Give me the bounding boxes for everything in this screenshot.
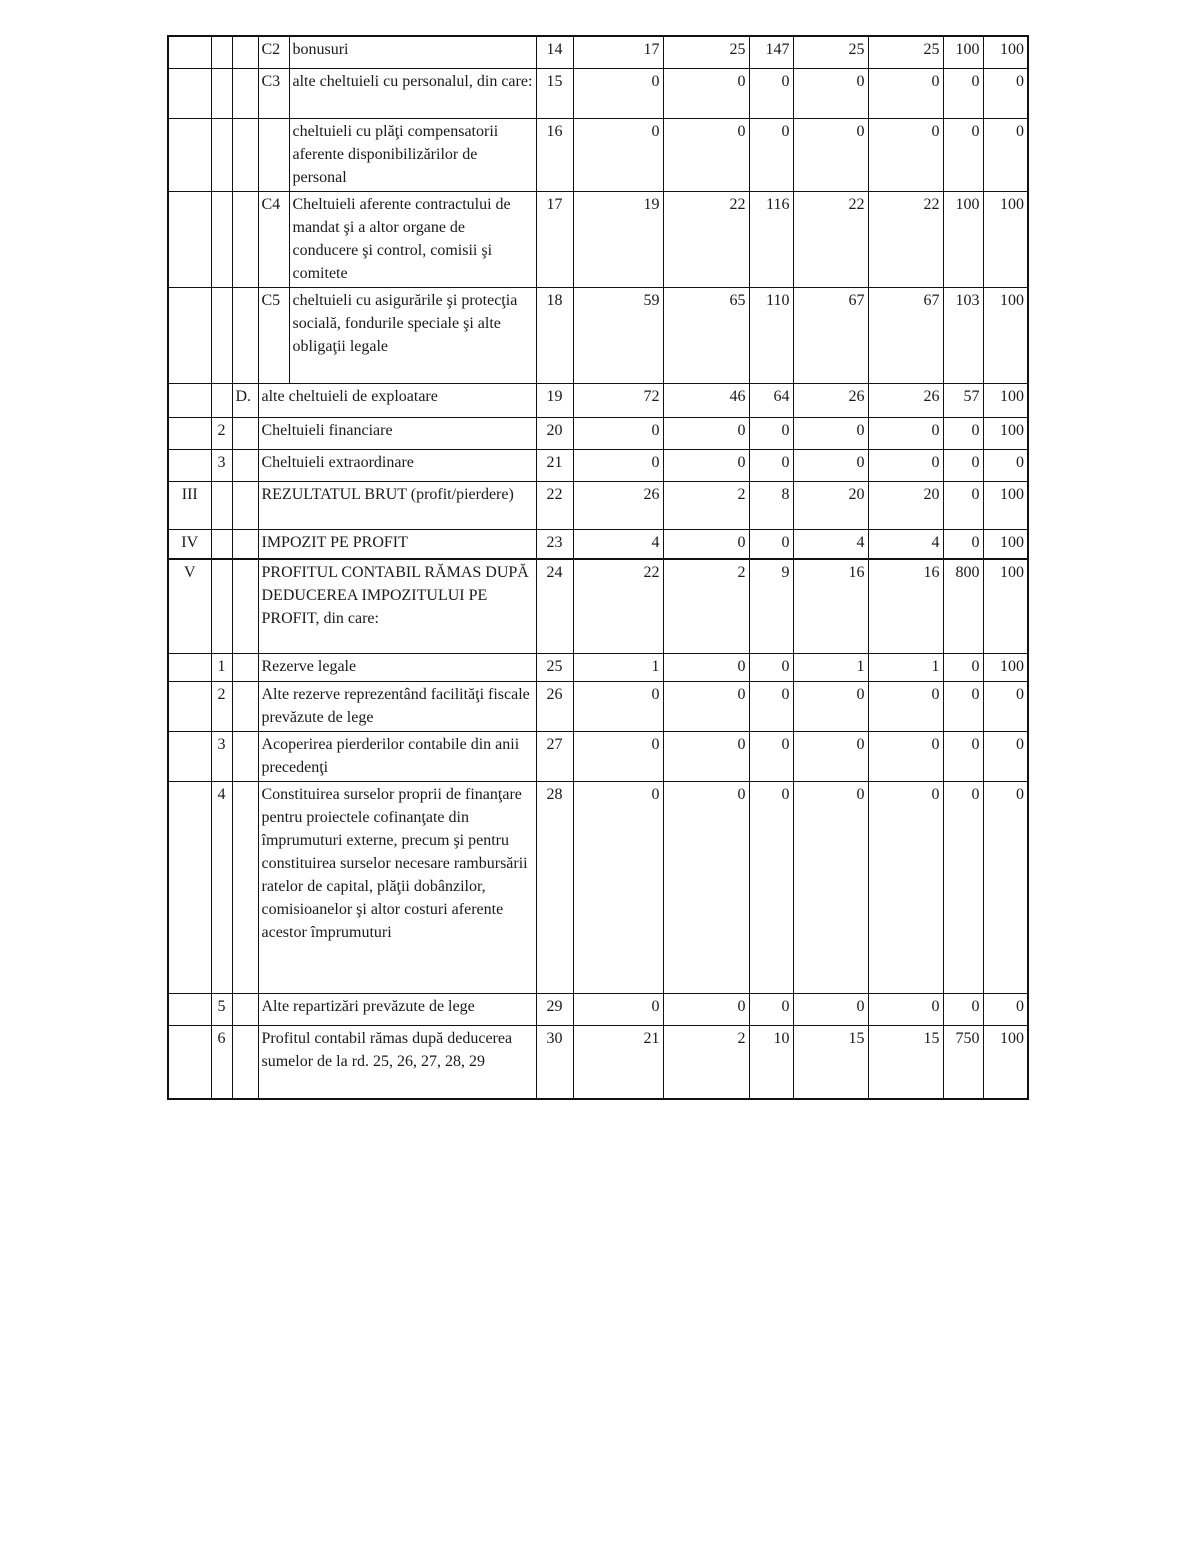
roman-numeral-cell <box>168 781 211 993</box>
section-number-cell: 3 <box>211 731 232 781</box>
roman-numeral-cell: III <box>168 481 211 529</box>
value-cell: 0 <box>943 68 983 118</box>
subsection-letter-cell <box>232 559 258 653</box>
value-cell: 0 <box>573 449 663 481</box>
description-cell: cheltuieli cu plăţi compensatorii aferente disponibilizărilor de personal <box>289 118 536 191</box>
roman-numeral-cell <box>168 417 211 449</box>
value-cell: 0 <box>793 681 868 731</box>
section-number-cell <box>211 287 232 383</box>
section-number-cell: 4 <box>211 781 232 993</box>
value-cell: 0 <box>943 449 983 481</box>
value-cell: 26 <box>793 383 868 417</box>
value-cell: 0 <box>749 417 793 449</box>
value-cell: 0 <box>573 68 663 118</box>
value-cell: 116 <box>749 191 793 287</box>
description-cell: Acoperirea pierderilor contabile din anii precedenţi <box>258 731 536 781</box>
subsection-letter-cell <box>232 1025 258 1099</box>
roman-numeral-cell <box>168 118 211 191</box>
roman-numeral-cell <box>168 287 211 383</box>
row-number-cell: 26 <box>536 681 573 731</box>
table-row <box>168 653 1028 681</box>
row-number-cell: 29 <box>536 993 573 1025</box>
value-cell: 4 <box>793 529 868 559</box>
value-cell: 65 <box>663 287 749 383</box>
value-cell: 0 <box>983 118 1028 191</box>
section-number-cell: 6 <box>211 1025 232 1099</box>
value-cell: 0 <box>663 529 749 559</box>
value-cell: 0 <box>663 449 749 481</box>
item-code-cell: C5 <box>258 287 289 383</box>
description-cell: Rezerve legale <box>258 653 536 681</box>
table-body <box>168 36 1028 1099</box>
row-number-cell: 24 <box>536 559 573 653</box>
table-row <box>168 36 1028 68</box>
subsection-letter-cell <box>232 118 258 191</box>
value-cell: 0 <box>943 781 983 993</box>
section-number-cell <box>211 529 232 559</box>
value-cell: 59 <box>573 287 663 383</box>
item-code-cell: C2 <box>258 36 289 68</box>
section-number-cell: 5 <box>211 993 232 1025</box>
subsection-letter-cell <box>232 529 258 559</box>
value-cell: 100 <box>983 287 1028 383</box>
value-cell: 1 <box>573 653 663 681</box>
value-cell: 25 <box>793 36 868 68</box>
description-cell: REZULTATUL BRUT (profit/pierdere) <box>258 481 536 529</box>
value-cell: 2 <box>663 1025 749 1099</box>
value-cell: 100 <box>943 191 983 287</box>
description-cell: Cheltuieli extraordinare <box>258 449 536 481</box>
subsection-letter-cell <box>232 681 258 731</box>
roman-numeral-cell: V <box>168 559 211 653</box>
value-cell: 0 <box>663 68 749 118</box>
row-number-cell: 28 <box>536 781 573 993</box>
table-row <box>168 287 1028 383</box>
value-cell: 10 <box>749 1025 793 1099</box>
value-cell: 0 <box>943 731 983 781</box>
value-cell: 0 <box>749 993 793 1025</box>
description-cell: alte cheltuieli cu personalul, din care: <box>289 68 536 118</box>
item-code-cell: C4 <box>258 191 289 287</box>
roman-numeral-cell <box>168 191 211 287</box>
value-cell: 100 <box>983 191 1028 287</box>
row-number-cell: 15 <box>536 68 573 118</box>
table-row <box>168 191 1028 287</box>
value-cell: 0 <box>868 417 943 449</box>
value-cell: 0 <box>749 653 793 681</box>
value-cell: 0 <box>749 781 793 993</box>
value-cell: 9 <box>749 559 793 653</box>
value-cell: 800 <box>943 559 983 653</box>
section-number-cell <box>211 559 232 653</box>
value-cell: 100 <box>983 417 1028 449</box>
subsection-letter-cell <box>232 449 258 481</box>
value-cell: 0 <box>663 781 749 993</box>
value-cell: 4 <box>573 529 663 559</box>
value-cell: 100 <box>983 1025 1028 1099</box>
value-cell: 0 <box>793 449 868 481</box>
section-number-cell: 2 <box>211 681 232 731</box>
value-cell: 0 <box>983 68 1028 118</box>
value-cell: 2 <box>663 559 749 653</box>
section-number-cell: 3 <box>211 449 232 481</box>
section-number-cell <box>211 481 232 529</box>
value-cell: 0 <box>749 118 793 191</box>
roman-numeral-cell <box>168 653 211 681</box>
value-cell: 0 <box>749 731 793 781</box>
row-number-cell: 18 <box>536 287 573 383</box>
value-cell: 0 <box>943 653 983 681</box>
value-cell: 100 <box>983 481 1028 529</box>
value-cell: 22 <box>573 559 663 653</box>
description-cell: PROFITUL CONTABIL RĂMAS DUPĂ DEDUCEREA IMPOZITULUI PE PROFIT, din care: <box>258 559 536 653</box>
value-cell: 72 <box>573 383 663 417</box>
value-cell: 20 <box>793 481 868 529</box>
table-row <box>168 417 1028 449</box>
description-cell: Alte rezerve reprezentând facilităţi fiscale prevăzute de lege <box>258 681 536 731</box>
value-cell: 0 <box>868 781 943 993</box>
value-cell: 0 <box>663 653 749 681</box>
table-row <box>168 481 1028 529</box>
value-cell: 0 <box>943 417 983 449</box>
row-number-cell: 30 <box>536 1025 573 1099</box>
table-row <box>168 529 1028 559</box>
value-cell: 0 <box>793 731 868 781</box>
subsection-letter-cell <box>232 731 258 781</box>
value-cell: 100 <box>983 653 1028 681</box>
value-cell: 0 <box>983 993 1028 1025</box>
value-cell: 26 <box>573 481 663 529</box>
subsection-letter-cell <box>232 653 258 681</box>
value-cell: 67 <box>793 287 868 383</box>
table-row <box>168 449 1028 481</box>
value-cell: 64 <box>749 383 793 417</box>
description-cell: bonusuri <box>289 36 536 68</box>
value-cell: 46 <box>663 383 749 417</box>
value-cell: 0 <box>943 118 983 191</box>
value-cell: 0 <box>868 993 943 1025</box>
description-cell: cheltuieli cu asigurările şi protecţia socială, fondurile speciale şi alte obligaţii legale <box>289 287 536 383</box>
section-number-cell <box>211 36 232 68</box>
value-cell: 0 <box>793 417 868 449</box>
section-number-cell: 1 <box>211 653 232 681</box>
value-cell: 0 <box>943 529 983 559</box>
value-cell: 147 <box>749 36 793 68</box>
description-cell: Alte repartizări prevăzute de lege <box>258 993 536 1025</box>
table-row <box>168 781 1028 993</box>
value-cell: 0 <box>943 481 983 529</box>
description-cell: IMPOZIT PE PROFIT <box>258 529 536 559</box>
subsection-letter-cell <box>232 36 258 68</box>
value-cell: 0 <box>749 68 793 118</box>
section-number-cell <box>211 68 232 118</box>
value-cell: 19 <box>573 191 663 287</box>
value-cell: 16 <box>868 559 943 653</box>
description-cell: Profitul contabil rămas după deducerea sumelor de la rd. 25, 26, 27, 28, 29 <box>258 1025 536 1099</box>
value-cell: 2 <box>663 481 749 529</box>
value-cell: 100 <box>943 36 983 68</box>
value-cell: 0 <box>983 731 1028 781</box>
row-number-cell: 27 <box>536 731 573 781</box>
value-cell: 15 <box>868 1025 943 1099</box>
row-number-cell: 14 <box>536 36 573 68</box>
value-cell: 25 <box>868 36 943 68</box>
value-cell: 22 <box>793 191 868 287</box>
row-number-cell: 23 <box>536 529 573 559</box>
value-cell: 0 <box>749 681 793 731</box>
value-cell: 22 <box>663 191 749 287</box>
value-cell: 20 <box>868 481 943 529</box>
value-cell: 0 <box>573 681 663 731</box>
financial-table <box>167 35 1029 1100</box>
value-cell: 8 <box>749 481 793 529</box>
roman-numeral-cell <box>168 36 211 68</box>
value-cell: 0 <box>943 993 983 1025</box>
section-number-cell: 2 <box>211 417 232 449</box>
row-number-cell: 17 <box>536 191 573 287</box>
table-row <box>168 118 1028 191</box>
value-cell: 0 <box>868 118 943 191</box>
value-cell: 0 <box>868 68 943 118</box>
value-cell: 100 <box>983 36 1028 68</box>
value-cell: 15 <box>793 1025 868 1099</box>
table-row <box>168 731 1028 781</box>
row-number-cell: 16 <box>536 118 573 191</box>
value-cell: 22 <box>868 191 943 287</box>
value-cell: 0 <box>749 529 793 559</box>
table-row <box>168 559 1028 653</box>
roman-numeral-cell <box>168 993 211 1025</box>
subsection-letter-cell <box>232 287 258 383</box>
section-number-cell <box>211 191 232 287</box>
value-cell: 0 <box>663 417 749 449</box>
value-cell: 26 <box>868 383 943 417</box>
value-cell: 110 <box>749 287 793 383</box>
roman-numeral-cell <box>168 731 211 781</box>
value-cell: 57 <box>943 383 983 417</box>
value-cell: 0 <box>663 731 749 781</box>
roman-numeral-cell: IV <box>168 529 211 559</box>
table-row <box>168 681 1028 731</box>
table-row <box>168 993 1028 1025</box>
value-cell: 0 <box>573 993 663 1025</box>
value-cell: 67 <box>868 287 943 383</box>
row-number-cell: 22 <box>536 481 573 529</box>
value-cell: 0 <box>793 781 868 993</box>
value-cell: 0 <box>793 993 868 1025</box>
section-number-cell <box>211 383 232 417</box>
value-cell: 103 <box>943 287 983 383</box>
value-cell: 0 <box>983 781 1028 993</box>
value-cell: 4 <box>868 529 943 559</box>
subsection-letter-cell: D. <box>232 383 258 417</box>
item-code-cell <box>258 118 289 191</box>
description-cell: Cheltuieli aferente contractului de mandat şi a altor organe de conducere şi control, comisii şi comitete <box>289 191 536 287</box>
subsection-letter-cell <box>232 68 258 118</box>
value-cell: 0 <box>663 993 749 1025</box>
roman-numeral-cell <box>168 681 211 731</box>
value-cell: 17 <box>573 36 663 68</box>
subsection-letter-cell <box>232 191 258 287</box>
subsection-letter-cell <box>232 993 258 1025</box>
roman-numeral-cell <box>168 383 211 417</box>
row-number-cell: 21 <box>536 449 573 481</box>
roman-numeral-cell <box>168 68 211 118</box>
value-cell: 0 <box>983 449 1028 481</box>
value-cell: 0 <box>868 681 943 731</box>
value-cell: 1 <box>868 653 943 681</box>
table-row <box>168 68 1028 118</box>
value-cell: 25 <box>663 36 749 68</box>
subsection-letter-cell <box>232 781 258 993</box>
value-cell: 0 <box>573 417 663 449</box>
roman-numeral-cell <box>168 1025 211 1099</box>
row-number-cell: 19 <box>536 383 573 417</box>
description-cell: Constituirea surselor proprii de finanţare pentru proiectele cofinanţate din împrumuturi externe, precum şi pentru constituirea surselor necesare rambursării ratelor de capital, plăţii dobânzilor, comisioanelor şi altor costuri aferente acestor împrumuturi <box>258 781 536 993</box>
value-cell: 21 <box>573 1025 663 1099</box>
section-number-cell <box>211 118 232 191</box>
value-cell: 0 <box>868 449 943 481</box>
value-cell: 100 <box>983 383 1028 417</box>
subsection-letter-cell <box>232 417 258 449</box>
value-cell: 0 <box>983 681 1028 731</box>
value-cell: 0 <box>793 118 868 191</box>
roman-numeral-cell <box>168 449 211 481</box>
value-cell: 0 <box>663 681 749 731</box>
value-cell: 0 <box>573 731 663 781</box>
value-cell: 0 <box>663 118 749 191</box>
value-cell: 0 <box>749 449 793 481</box>
value-cell: 0 <box>943 681 983 731</box>
description-cell: alte cheltuieli de exploatare <box>258 383 536 417</box>
value-cell: 1 <box>793 653 868 681</box>
row-number-cell: 25 <box>536 653 573 681</box>
item-code-cell: C3 <box>258 68 289 118</box>
value-cell: 16 <box>793 559 868 653</box>
table-row <box>168 383 1028 417</box>
value-cell: 750 <box>943 1025 983 1099</box>
description-cell: Cheltuieli financiare <box>258 417 536 449</box>
value-cell: 0 <box>573 118 663 191</box>
value-cell: 100 <box>983 559 1028 653</box>
table-row <box>168 1025 1028 1099</box>
value-cell: 0 <box>573 781 663 993</box>
value-cell: 0 <box>868 731 943 781</box>
subsection-letter-cell <box>232 481 258 529</box>
row-number-cell: 20 <box>536 417 573 449</box>
value-cell: 100 <box>983 529 1028 559</box>
value-cell: 0 <box>793 68 868 118</box>
